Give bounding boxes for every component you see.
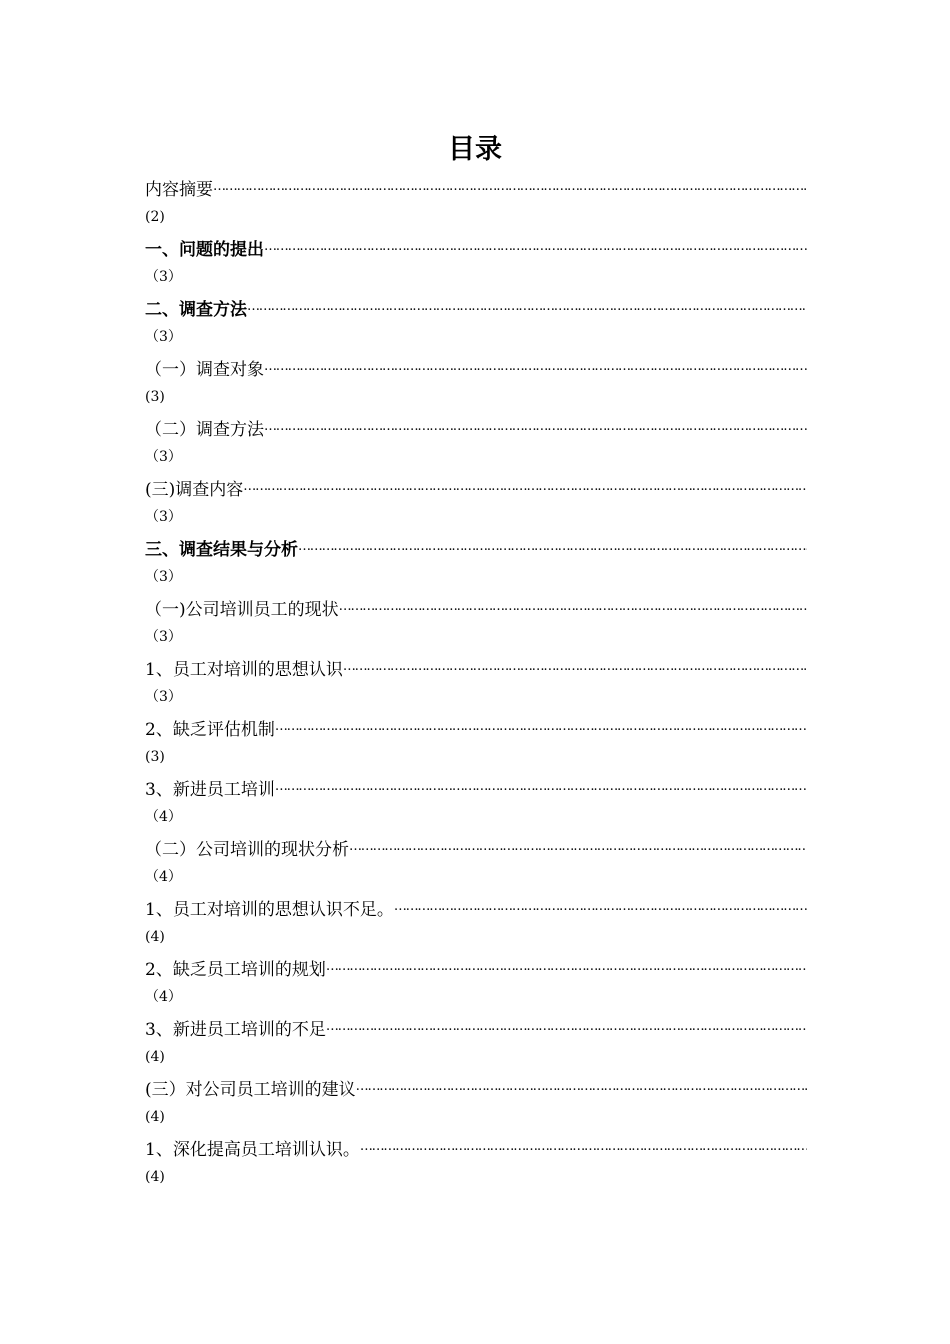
toc-entry-label: 1、深化提高员工培训认识。 (145, 1139, 360, 1160)
dot-leader (275, 712, 807, 742)
toc-entry (145, 532, 807, 592)
toc-entry-label: 内容摘要 (145, 179, 213, 200)
toc-entry-label: （一）调查对象 (145, 359, 264, 380)
toc-entry (145, 472, 807, 532)
toc-entry-page: （3） (145, 329, 182, 345)
toc-entry (145, 592, 807, 652)
dot-leader (264, 412, 807, 442)
dot-leader (264, 352, 807, 382)
toc-entry-label: 一、问题的提出 (145, 239, 264, 260)
dot-leader (275, 772, 807, 802)
toc-entry-label: 1、员工对培训的思想认识不足。 (145, 899, 394, 920)
dot-leader (339, 592, 807, 622)
toc-entry-label: （二）公司培训的现状分析 (145, 839, 349, 860)
toc-entry-page: (2) (145, 209, 165, 225)
toc-entry-label: 2、缺乏员工培训的规划 (145, 959, 326, 980)
toc-entry (145, 412, 807, 472)
toc-entry-page: (4) (145, 929, 165, 945)
toc-entry-page: （3） (145, 269, 182, 285)
toc-entry-page: （3） (145, 629, 182, 645)
toc-entry (145, 772, 807, 832)
dot-leader (247, 292, 807, 322)
toc-entry-page: (4) (145, 1049, 165, 1065)
dot-leader (264, 232, 807, 262)
toc-entry-page: （4） (145, 809, 182, 825)
toc-entry-page: (4) (145, 1109, 165, 1125)
toc-entry-page: （3） (145, 689, 182, 705)
toc-entry (145, 1132, 807, 1192)
dot-leader (349, 832, 807, 862)
toc-entry-label: (三）对公司员工培训的建议 (145, 1079, 356, 1100)
toc-entry-label: 3、新进员工培训的不足 (145, 1019, 326, 1040)
toc-entry-label: 1、员工对培训的思想认识 (145, 659, 343, 680)
toc-entry (145, 652, 807, 712)
dot-leader (298, 532, 807, 562)
page-title: 目录 (448, 134, 502, 165)
toc-entry (145, 292, 807, 352)
toc-entry-page: (4) (145, 1169, 165, 1185)
dot-leader (326, 1012, 807, 1042)
dot-leader (394, 892, 807, 922)
toc-entry (145, 712, 807, 772)
toc-entry (145, 1072, 807, 1132)
dot-leader (356, 1072, 807, 1102)
toc-entry-page: (3) (145, 749, 165, 765)
dot-leader (326, 952, 807, 982)
toc-entry-label: 2、缺乏评估机制 (145, 719, 275, 740)
toc-entry (145, 952, 807, 1012)
table-of-contents (145, 172, 807, 1192)
toc-entry (145, 1012, 807, 1072)
dot-leader (360, 1132, 807, 1162)
toc-entry-page: （3） (145, 569, 182, 585)
toc-entry (145, 832, 807, 892)
toc-entry (145, 232, 807, 292)
toc-entry-label: (三)调查内容 (145, 479, 244, 500)
toc-entry-page: （4） (145, 989, 182, 1005)
toc-entry-label: 3、新进员工培训 (145, 779, 275, 800)
dot-leader (343, 652, 807, 682)
toc-entry-label: 二、调查方法 (145, 299, 247, 320)
toc-entry-label: （二）调查方法 (145, 419, 264, 440)
toc-entry-page: （3） (145, 449, 182, 465)
dot-leader (243, 472, 807, 502)
toc-entry-label: （一)公司培训员工的现状 (145, 599, 339, 620)
toc-entry (145, 172, 807, 232)
toc-entry (145, 892, 807, 952)
toc-entry-label: 三、调查结果与分析 (145, 539, 298, 560)
toc-entry (145, 352, 807, 412)
dot-leader (213, 172, 807, 202)
toc-entry-page: (3) (145, 389, 165, 405)
toc-entry-page: （4） (145, 869, 182, 885)
toc-entry-page: （3） (145, 509, 182, 525)
